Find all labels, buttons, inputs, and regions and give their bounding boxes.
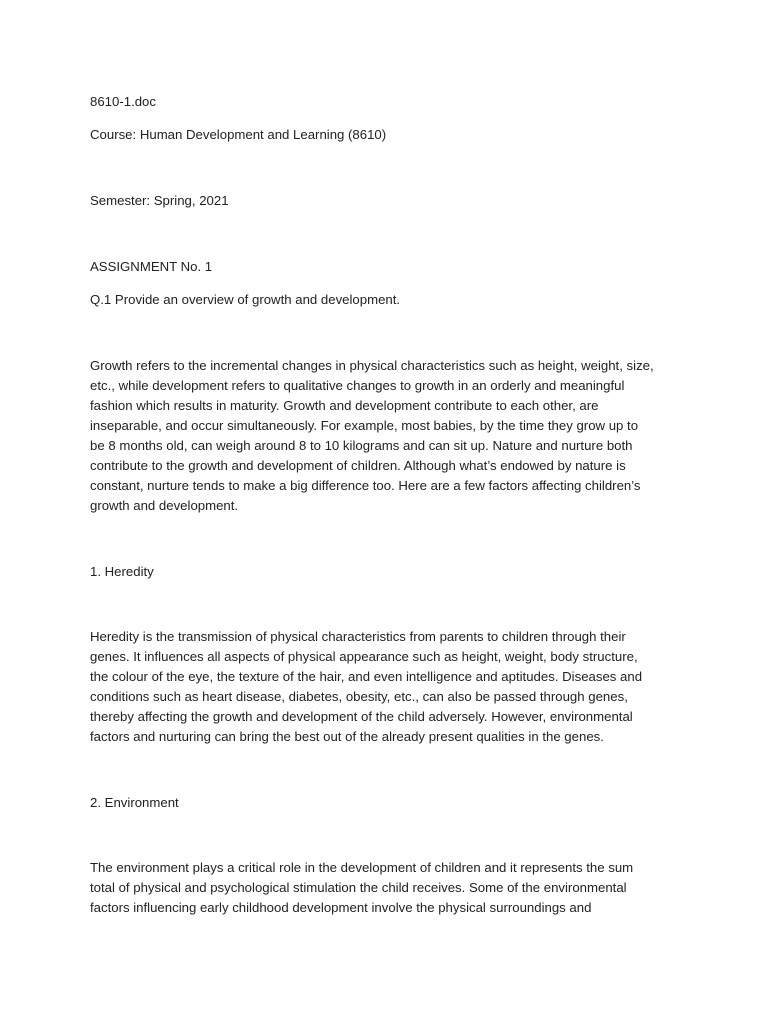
environment-heading: 2. Environment [90, 795, 179, 810]
heredity-heading: 1. Heredity [90, 564, 154, 579]
paragraph-line: Growth refers to the incremental changes in physical characteristics such as height, weight, size, [90, 358, 654, 373]
environment-paragraph [90, 858, 690, 918]
paragraph-line: Heredity is the transmission of physical characteristics from parents to children through their [90, 629, 626, 644]
paragraph-line: thereby affecting the growth and development of the child adversely. However, environmental [90, 709, 633, 724]
paragraph-line: genes. It influences all aspects of physical appearance such as height, weight, body structure, [90, 649, 638, 664]
question-heading: Q.1 Provide an overview of growth and development. [90, 292, 401, 307]
paragraph-line: total of physical and psychological stimulation the child receives. Some of the environmental [90, 880, 627, 895]
paragraph-line: etc., while development refers to qualitative changes to growth in an orderly and meaningful [90, 378, 625, 393]
paragraph-line: constant, nurture tends to make a big difference too. Here are a few factors affecting children’s [90, 478, 641, 493]
paragraph-line: contribute to the growth and development of children. Although what’s endowed by nature is [90, 458, 626, 473]
heredity-paragraph [90, 627, 690, 747]
paragraph-line: the colour of the eye, the texture of the hair, and even intelligence and aptitudes. Diseases and [90, 669, 643, 684]
paragraph-line: factors and nurturing can bring the best out of the already present qualities in the genes. [90, 729, 604, 744]
paragraph-line: factors influencing early childhood development involve the physical surroundings and [90, 900, 592, 915]
course-line: Course: Human Development and Learning (8610) [90, 127, 387, 142]
paragraph-line: The environment plays a critical role in the development of children and it represents the sum [90, 860, 634, 875]
paragraph-line: be 8 months old, can weigh around 8 to 10 kilograms and can sit up. Nature and nurture both [90, 438, 633, 453]
document-filename: 8610-1.doc [90, 94, 156, 109]
paragraph-line: fashion which results in maturity. Growth and development contribute to each other, are [90, 398, 599, 413]
assignment-heading: ASSIGNMENT No. 1 [90, 259, 213, 274]
paragraph-line: growth and development. [90, 498, 239, 513]
paragraph-line: conditions such as heart disease, diabetes, obesity, etc., can also be passed through genes, [90, 689, 628, 704]
paragraph-line: inseparable, and occur simultaneously. For example, most babies, by the time they grow up to [90, 418, 639, 433]
intro-paragraph [90, 356, 690, 516]
semester-line: Semester: Spring, 2021 [90, 193, 229, 208]
